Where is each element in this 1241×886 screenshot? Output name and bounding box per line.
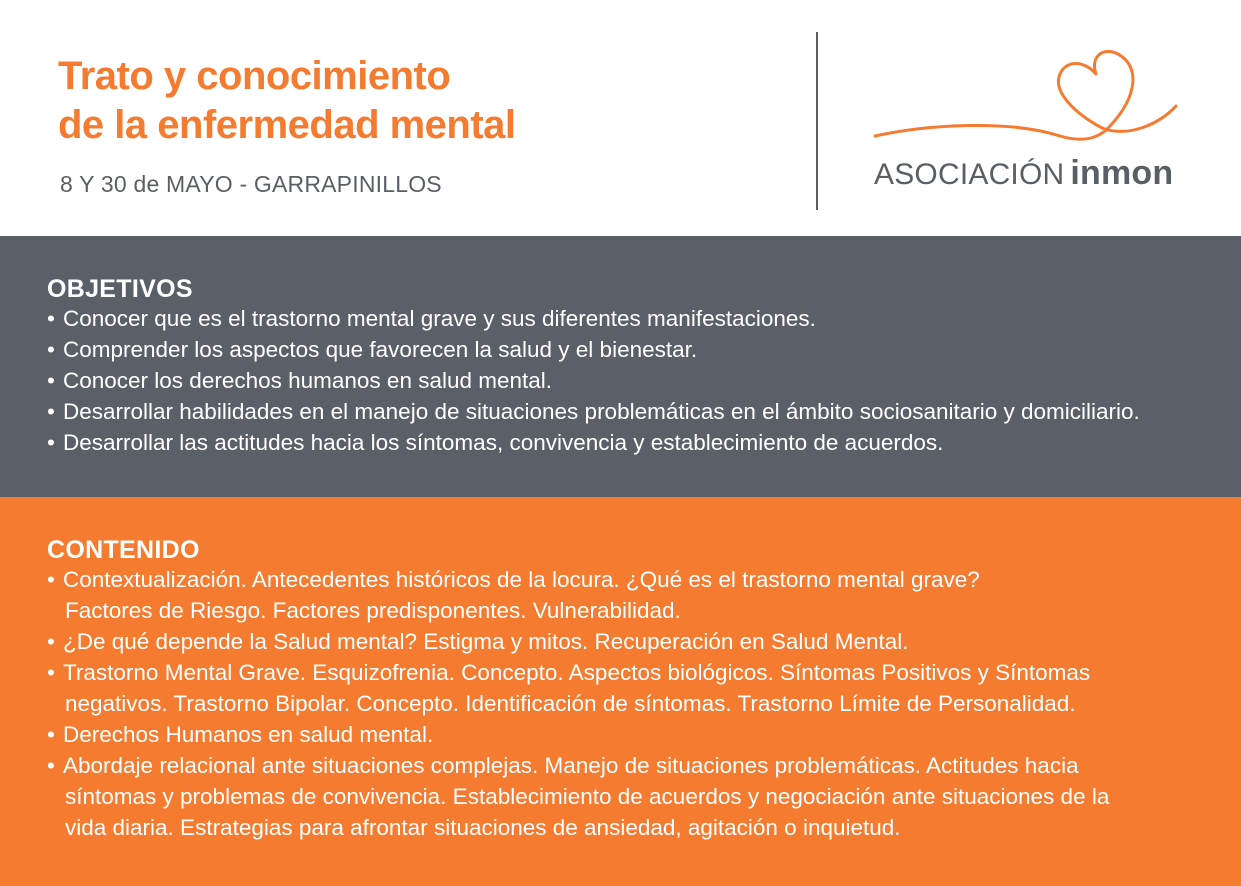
list-item-line: Desarrollar las actitudes hacia los síntomas, convivencia y establecimiento de acuerdos.: [63, 430, 944, 455]
title-line-1: Trato y conocimiento: [58, 54, 451, 98]
list-item: [47, 626, 1241, 657]
contenido-section: [0, 497, 1241, 886]
bullet-mark: •: [47, 660, 55, 685]
title-line-2: de la enfermedad mental: [58, 103, 516, 147]
list-item-line: Desarrollar habilidades en el manejo de situaciones problemáticas en el ámbito sociosanitario y domiciliario.: [63, 399, 1140, 424]
objetivos-list: [47, 303, 1241, 458]
header: [0, 0, 1241, 236]
list-item-line: Contextualización. Antecedentes históricos de la locura. ¿Qué es el trastorno mental grave?: [63, 567, 980, 592]
list-item-line: síntomas y problemas de convivencia. Establecimiento de acuerdos y negociación ante situaciones de la: [65, 784, 1110, 809]
bullet-mark: •: [47, 337, 55, 362]
list-item: [47, 719, 1241, 750]
bullet-mark: •: [47, 368, 55, 393]
list-item: [47, 427, 1241, 458]
bullet-mark: •: [47, 567, 55, 592]
event-dates-location: 8 Y 30 de MAYO - GARRAPINILLOS: [60, 171, 442, 197]
list-item: [47, 334, 1241, 365]
list-item: [47, 657, 1241, 719]
bullet-mark: •: [47, 722, 55, 747]
heart-ribbon-icon: [870, 44, 1190, 154]
bullet-mark: •: [47, 306, 55, 331]
list-item: [47, 750, 1241, 843]
page-title: [58, 52, 516, 150]
list-item: [47, 564, 1241, 626]
logo-wordmark: [874, 154, 1173, 193]
list-item-line: Factores de Riesgo. Factores predisponentes. Vulnerabilidad.: [65, 598, 681, 623]
header-divider: [816, 32, 818, 210]
contenido-list: [47, 564, 1241, 843]
bullet-mark: •: [47, 629, 55, 654]
logo-text-bold: inmon: [1070, 154, 1174, 192]
list-item-line: Derechos Humanos en salud mental.: [63, 722, 434, 747]
bullet-mark: •: [47, 399, 55, 424]
logo: [870, 44, 1190, 194]
list-item-line: vida diaria. Estrategias para afrontar situaciones de ansiedad, agitación o inquietud.: [65, 815, 901, 840]
list-item: [47, 365, 1241, 396]
list-item-line: ¿De qué depende la Salud mental? Estigma y mitos. Recuperación en Salud Mental.: [63, 629, 909, 654]
list-item-line: Abordaje relacional ante situaciones complejas. Manejo de situaciones problemáticas. Actitudes hacia: [63, 753, 1079, 778]
list-item-line: Trastorno Mental Grave. Esquizofrenia. Concepto. Aspectos biológicos. Síntomas Positivos y Síntomas: [63, 660, 1091, 685]
list-item-line: negativos. Trastorno Bipolar. Concepto. Identificación de síntomas. Trastorno Límite de Personalidad.: [65, 691, 1076, 716]
list-item: [47, 303, 1241, 334]
list-item-line: Conocer los derechos humanos en salud mental.: [63, 368, 553, 393]
list-item-line: Comprender los aspectos que favorecen la salud y el bienestar.: [63, 337, 698, 362]
objetivos-section: [0, 236, 1241, 497]
contenido-heading: CONTENIDO: [47, 536, 200, 564]
bullet-mark: •: [47, 430, 55, 455]
bullet-mark: •: [47, 753, 55, 778]
list-item-line: Conocer que es el trastorno mental grave y sus diferentes manifestaciones.: [63, 306, 816, 331]
list-item: [47, 396, 1241, 427]
logo-text-regular: ASOCIACIÓN: [874, 158, 1065, 191]
objetivos-heading: OBJETIVOS: [47, 275, 193, 303]
